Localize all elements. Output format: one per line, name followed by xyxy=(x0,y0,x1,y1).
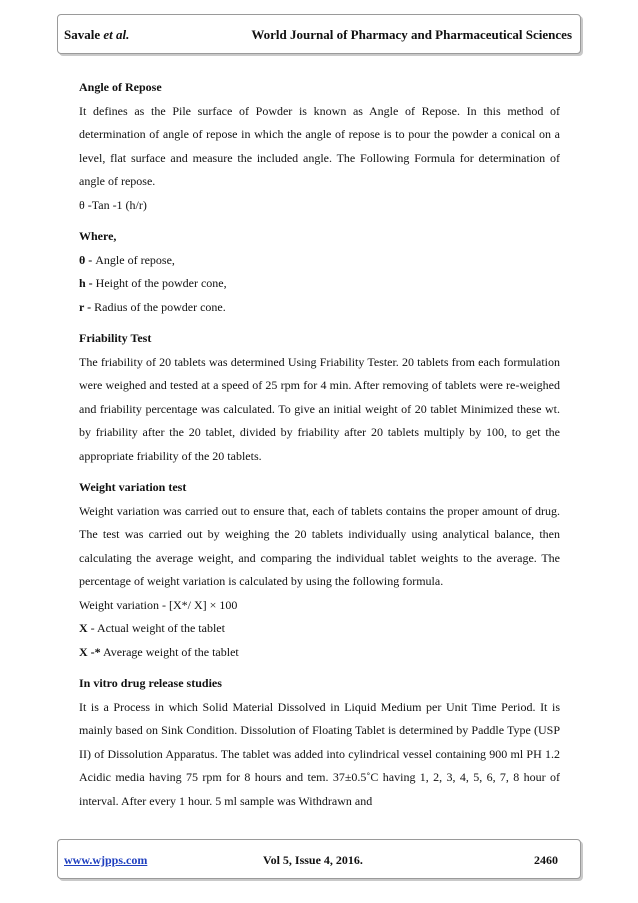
definition-item: r - Radius of the powder cone. xyxy=(79,299,226,314)
paragraph-angle-of-repose: It defines as the Pile surface of Powder is known as Angle of Repose. In this method of determination of angle of repose in which the angle of repose is to pour the powder a conical on a level, flat surface and measure the included angle. The Following Formula for determination of angle of repose. xyxy=(79,103,560,188)
journal-website-link[interactable]: www.wjpps.com xyxy=(64,853,148,867)
page-number: 2460 xyxy=(534,853,558,867)
author-name: Savale xyxy=(64,27,101,42)
section-heading-in-vitro-release: In vitro drug release studies xyxy=(79,676,222,690)
article-body xyxy=(79,76,560,813)
section-heading-angle-of-repose: Angle of Repose xyxy=(79,80,162,94)
volume-issue: Vol 5, Issue 4, 2016. xyxy=(263,853,363,867)
definition-item: θ - Angle of repose, xyxy=(79,252,175,267)
definition-item: X - Actual weight of the tablet xyxy=(79,621,225,635)
page-header xyxy=(57,14,581,54)
paragraph-weight-variation: Weight variation was carried out to ensure that, each of tablets contains the proper amount of drug. The test was carried out by weighing the 20 tablets individually using analytical balance, then calculating the average weight, and comparing the individual tablet weights to the average. The percentage of weight variation is calculated by using the following formula. xyxy=(79,503,560,588)
definition-item: h - Height of the powder cone, xyxy=(79,276,227,290)
section-heading-where: Where, xyxy=(79,229,117,243)
section-heading-friability-test: Friability Test xyxy=(79,331,152,345)
paragraph-friability-test: The friability of 20 tablets was determined Using Friability Tester. 20 tablets from each formulation were weighed and tested at a speed of 25 rpm for 4 min. After removing of tablets were re-weighed and friability percentage was calculated. To give an initial weight of 20 tablet Minimized these wt. by friability after the 20 tablet, divided by friability after 20 tablets multiply by 100, to get the appropriate friability of the 20 tablets. xyxy=(79,354,560,463)
section-heading-weight-variation: Weight variation test xyxy=(79,480,187,494)
header-authors xyxy=(64,27,129,43)
definition-item: X -* Average weight of the tablet xyxy=(79,644,239,659)
author-etal: et al. xyxy=(103,27,130,42)
formula-angle-of-repose: θ -Tan -1 (h/r) xyxy=(79,197,147,212)
page-footer xyxy=(57,839,581,879)
formula-weight-variation: Weight variation - [X*/ X] × 100 xyxy=(79,597,238,612)
paragraph-in-vitro-release: It is a Process in which Solid Material Dissolved in Liquid Medium per Unit Time Period. It is mainly based on Sink Condition. Dissolution of Floating Tablet is determined by Paddle Type (USP II) of Dissolution Apparatus. The tablet was added into cylindrical vessel containing 900 ml PH 1.2 Acidic media having 75 rpm for 8 hours and tem. 37±0.5˚C having 1, 2, 3, 4, 5, 6, 7, 8 hour of interval. After every 1 hour. 5 ml sample was Withdrawn and xyxy=(79,699,560,808)
journal-title: World Journal of Pharmacy and Pharmaceutical Sciences xyxy=(251,27,572,42)
